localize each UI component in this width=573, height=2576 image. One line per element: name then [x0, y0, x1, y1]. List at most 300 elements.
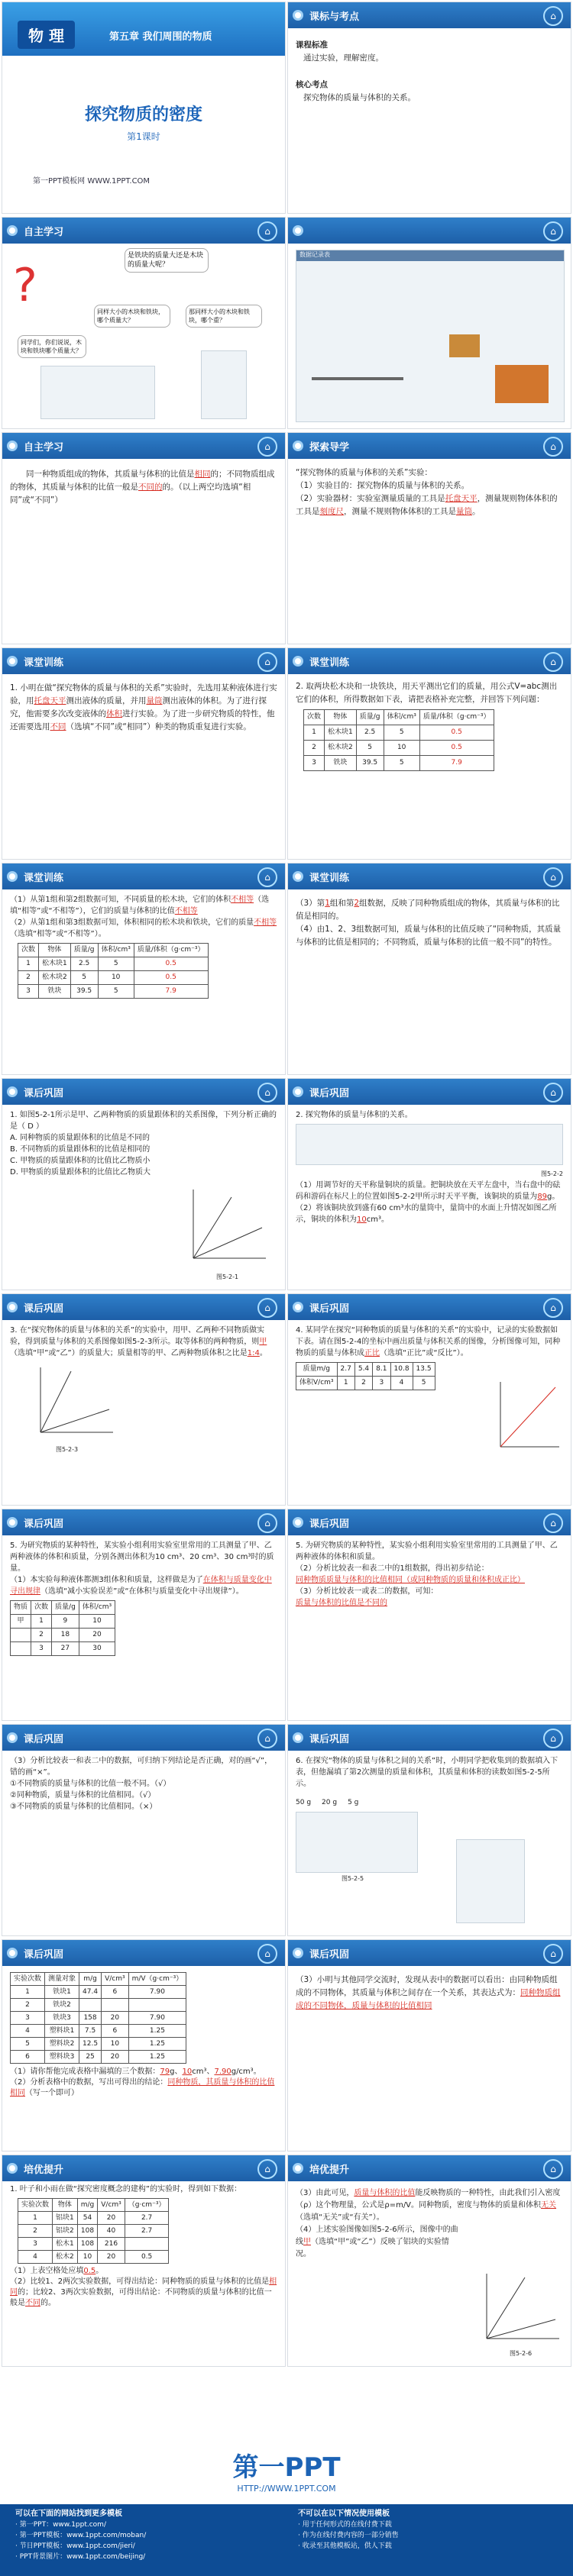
home-icon[interactable]: ⌂: [257, 221, 277, 241]
footer-item: · 作为在线付费内容的一部分销售: [298, 2532, 399, 2539]
text-line: （4）由1、2、3组数据可知，质量与体积的比值反映了“同种物质，其质量与体积的比值是相同的；不同物质，质量与体积的比值一般不同”的特性。: [296, 925, 562, 947]
footer-link[interactable]: · 第一PPT模板：www.1ppt.com/moban/: [15, 2532, 147, 2539]
text-part: 测出液体的质量，并用: [66, 696, 147, 705]
home-icon[interactable]: ⌂: [543, 867, 563, 887]
text-part: 测出液体的体积。为了进行探究，他需要多次改变液体的: [10, 696, 267, 718]
table-cell: 40: [98, 2225, 125, 2238]
header-bullet-icon: [293, 1086, 303, 1097]
text-part: （2）分析表格中的数据，写出可得出的结论：: [10, 2078, 168, 2087]
text-part: （3）第: [296, 899, 325, 908]
table-cell: 4: [18, 2251, 53, 2264]
answer: 2: [354, 899, 360, 908]
home-icon[interactable]: ⌂: [543, 437, 563, 457]
question-text: （3）分析比较表一和表二中的数据，可归纳下列结论是否正确，对的画“√”，错的画“×”。: [10, 1757, 273, 1777]
slide-header: 课后巩固: [309, 1088, 350, 1099]
text-part: （选填“正比”或“反比”）。: [380, 1349, 468, 1357]
table-row: [18, 957, 209, 971]
block-illustration: [449, 334, 480, 357]
table-cell: 12.5: [79, 2038, 102, 2051]
home-icon[interactable]: ⌂: [543, 1729, 563, 1748]
table-header: 物质: [11, 1601, 31, 1615]
table-row: [11, 2025, 186, 2038]
answer: 1: [325, 899, 330, 908]
table-cell: 1: [31, 1615, 52, 1629]
table-cell: 2: [354, 1377, 372, 1390]
weights-figure: [296, 1812, 418, 1873]
slide-consol-4: [287, 1293, 571, 1506]
text-part: 。: [259, 1349, 267, 1357]
text-line: “探究物体的质量与体积的关系”实验：: [296, 468, 432, 477]
table-cell: 20: [98, 2212, 125, 2225]
slide-consol-9: [2, 1939, 286, 2152]
table-cell: 1.25: [128, 2038, 186, 2051]
table-header: 质量/g: [52, 1601, 79, 1615]
table-cell: 20: [102, 2012, 129, 2025]
home-icon[interactable]: ⌂: [257, 2159, 277, 2179]
home-icon[interactable]: ⌂: [543, 1083, 563, 1102]
answer: 相同: [10, 2277, 277, 2297]
home-icon[interactable]: ⌂: [543, 6, 563, 26]
table-cell: 2.5: [70, 957, 98, 971]
table-cell: 质量m/g: [296, 1363, 338, 1377]
answer: 79: [160, 2068, 170, 2076]
selfstudy-text: [2, 459, 285, 512]
home-icon[interactable]: ⌂: [257, 1083, 277, 1102]
answer: 托盘天平: [445, 494, 478, 503]
table-cell: 30: [79, 1642, 115, 1656]
answer: 质量与体积的比值: [354, 2189, 416, 2197]
table-cell: 2: [18, 971, 39, 985]
text-part: （3）小明与其他同学交流时，发现从表中的数据可以看出：由同种物质组成的不同物体，其质量与体积之间存在一个关系，其表达式为：: [296, 1975, 558, 1997]
text-part: cm³。: [366, 1215, 389, 1224]
table-cell: 铁块3: [45, 2012, 79, 2025]
cartoon-scene: [2, 244, 285, 427]
home-icon[interactable]: ⌂: [543, 1513, 563, 1533]
slide-consol-6: [287, 1509, 571, 1721]
slide-consol-2: [287, 1078, 571, 1290]
table-cell: 铝块1: [53, 2212, 78, 2225]
weight-label: 50 g: [296, 1799, 312, 1806]
speech-bubble-3: 同样大小的木块和铁块，哪个质量大？: [94, 305, 170, 328]
text-part: ，测量规则物体体积的工具是: [296, 494, 558, 516]
footer-logo: 第一PPT: [232, 2452, 341, 2483]
table-cell: 0.5: [125, 2251, 169, 2264]
slide-header: 自主学习: [24, 227, 64, 238]
data-table: [303, 709, 494, 771]
weight-label: 5 g: [348, 1799, 359, 1806]
text-line: （3）分析比较表一或表二的数据，可知：: [296, 1587, 439, 1596]
text-part: 的。: [40, 2299, 56, 2307]
home-icon[interactable]: ⌂: [257, 1298, 277, 1318]
table-cell: 7.9: [419, 756, 494, 771]
table-cell: 158: [79, 2012, 102, 2025]
question-text: 2. 探究物体的质量与体积的关系。: [296, 1111, 413, 1119]
text-part: g、: [170, 2068, 183, 2076]
header-bullet-icon: [293, 871, 303, 882]
text-part: （写一个即可）: [25, 2089, 79, 2097]
speech-bubble-1: 是铁块的质量大还是木块的质量大呢？: [125, 248, 209, 273]
option: C. 甲物质的质量跟体积的比值比乙物质小: [10, 1157, 151, 1165]
table-header: 测量对象: [45, 1973, 79, 1986]
table-cell: 1: [304, 725, 325, 741]
core-text: 探究物体的质量与体积的关系。: [303, 93, 416, 102]
figure-caption: 图5-2-6: [510, 2350, 533, 2357]
table-cell: 5.4: [354, 1363, 372, 1377]
slide-guide: [287, 432, 571, 644]
table-cell: 0.5: [419, 741, 494, 756]
table-header: 次数: [304, 710, 325, 725]
slide-header: 培优提升: [24, 2164, 64, 2176]
site-label: 第一PPT模板网 WWW.1PPT.COM: [33, 177, 151, 186]
question-mark-icon: ?: [13, 259, 37, 312]
table-cell: 7.90: [128, 2012, 186, 2025]
header-bullet-icon: [7, 1086, 18, 1097]
table-cell: 25: [79, 2051, 102, 2064]
home-icon[interactable]: ⌂: [543, 1944, 563, 1964]
answer: 甲: [259, 1338, 267, 1346]
footer-link[interactable]: · 第一PPT：www.1ppt.com/: [15, 2521, 106, 2529]
answer: 量筒: [456, 507, 472, 516]
home-icon[interactable]: ⌂: [257, 1944, 277, 1964]
cover-title: 探究物质的密度: [84, 105, 202, 124]
text-part: 的。（以上两空均选填“相同”或“不同”）: [10, 483, 251, 505]
table-cell: 4: [11, 2025, 45, 2038]
answer: 量筒: [146, 696, 163, 705]
answer: 0.5: [83, 2267, 96, 2275]
header-bullet-icon: [7, 1732, 18, 1743]
table-header: m/V（g·cm⁻³）: [128, 1973, 186, 1986]
footer-left: [15, 2509, 275, 2562]
table-row: [11, 1986, 186, 1999]
home-icon[interactable]: ⌂: [257, 867, 277, 887]
slide-consol-10: [287, 1939, 571, 2152]
answer: 刻度尺: [319, 507, 344, 516]
text-part: 能反映物质的一种特性，由此我们引入密度（ρ）这个物理量，公式是ρ=m/V。同种物质，密度与物体的质量和体积: [296, 2189, 561, 2210]
slide-train-2: [287, 647, 571, 860]
answer: 正比: [364, 1349, 380, 1357]
text-part: （选填“相等”或“不相等”）。: [10, 930, 106, 938]
table-cell: 塑料块2: [45, 2038, 79, 2051]
table-cell: 5: [98, 985, 134, 999]
table-cell: 5: [384, 756, 419, 771]
text-part: （1）上表空格处应填: [10, 2267, 84, 2275]
table-row: [11, 2012, 186, 2025]
answer: 不相等: [231, 896, 254, 904]
speech-bubble-2: 同学们，你们说说，木块和铁块哪个质量大？: [18, 335, 86, 358]
answer: 同种物质质量与体积的比值相同（或同种物质的质量和体积成正比）: [296, 1576, 525, 1584]
teacher-illustration: [201, 350, 247, 419]
table-cell: 2: [18, 2225, 53, 2238]
home-icon[interactable]: ⌂: [543, 221, 563, 241]
answer: 89: [537, 1193, 548, 1201]
home-icon[interactable]: ⌂: [257, 1729, 277, 1748]
table-cell: 松木2: [53, 2251, 78, 2264]
table-header: 实验次数: [18, 2199, 53, 2212]
table-header: 实验次数: [11, 1973, 45, 1986]
box-illustration: [495, 365, 549, 403]
home-icon[interactable]: ⌂: [543, 2159, 563, 2179]
slide-header: 课标与考点: [309, 11, 360, 23]
table-header: m/g: [77, 2199, 98, 2212]
answer: 10: [182, 2068, 193, 2076]
table-header: V/cm³: [98, 2199, 125, 2212]
footer-right: [298, 2509, 558, 2552]
table-row: [18, 971, 209, 985]
header-bullet-icon: [7, 225, 18, 236]
table-cell: 铁块: [325, 756, 357, 771]
header-bullet-icon: [7, 656, 18, 667]
table-header: m/g: [79, 1973, 102, 1986]
home-icon[interactable]: ⌂: [257, 1513, 277, 1533]
footer-item: · 收录至其他模板站，供人下载: [298, 2542, 392, 2550]
table-cell: 9: [52, 1615, 79, 1629]
core-title: 核心考点: [296, 80, 328, 89]
table-header: （g·cm⁻³）: [125, 2199, 169, 2212]
table-cell: 0.5: [419, 725, 494, 741]
table-row: [304, 741, 494, 756]
table-header: 物体: [53, 2199, 78, 2212]
guide-text: [288, 459, 571, 523]
text-part: （1）用调节好的天平称量铜块的质量。把铜块放在天平左盘中，当右盘中的砝码和游码在标尺上的位置如图5-2-2甲所示时天平平衡，该铜块的质量为: [296, 1181, 561, 1201]
table-cell: 54: [77, 2212, 98, 2225]
text-part: （选填“减小实验误差”或“在体积与质量变化中寻出规律”）。: [40, 1587, 244, 1596]
table-cell: 2.7: [125, 2225, 169, 2238]
table-cell: 3: [31, 1642, 52, 1656]
table-cell: 5: [413, 1377, 435, 1390]
table-header: 质量/g: [356, 710, 384, 725]
table-cell: 5: [356, 741, 384, 756]
table-cell: 3: [18, 2238, 53, 2251]
slide-consol-7: [2, 1724, 286, 1936]
answer: 同种物质，其质量与体积的比值相同: [10, 2078, 275, 2097]
slide-header: 课后巩固: [24, 1303, 64, 1315]
footer-left-title: 可以在下面的网站找到更多模板: [15, 2510, 122, 2518]
data-table: [296, 1362, 435, 1390]
text-part: 的；不同物质组成的物体，其质量与体积的比值一般是: [10, 470, 275, 492]
text-part: （选填“不同”或“相同”）种类的物质重复进行实验。: [66, 722, 251, 731]
text-part: （3）由此可见，: [296, 2189, 354, 2197]
table-cell: 7.5: [79, 2025, 102, 2038]
slide-consol-8: [287, 1724, 571, 1936]
text-part: （2）实验器材：实验室测量质量的工具是: [296, 494, 445, 503]
table-cell: 1.25: [128, 2051, 186, 2064]
table-cell: 5: [70, 971, 98, 985]
text-part: 1. 小明在做“探究物体的质量与体积的关系”实验时，先选用某种液体进行实验，用: [10, 683, 277, 705]
data-table: [18, 943, 209, 999]
table-cell: 1.25: [128, 2025, 186, 2038]
slide-header: 课后巩固: [309, 1519, 350, 1530]
table-cell: 8.1: [373, 1363, 390, 1377]
slide-header: 课堂训练: [309, 873, 350, 884]
table-cell: 松木1: [53, 2238, 78, 2251]
table-header: 物体: [325, 710, 357, 725]
text-part: （选填“甲”或“乙”）反映了铝块的实验情况。: [296, 2238, 449, 2258]
footer-item: · 用于任何形式的在线付费下载: [298, 2521, 392, 2529]
table-cell: 6: [102, 2025, 129, 2038]
table-header: V/cm³: [102, 1973, 129, 1986]
answer-graph: [494, 1378, 563, 1454]
data-table: [18, 2198, 169, 2264]
table-cell: 10: [384, 741, 419, 756]
table-cell: 2.7: [125, 2212, 169, 2225]
answer: 7.90: [214, 2068, 231, 2076]
text-part: 同一种物质组成的物体，其质量与体积的比值是: [26, 470, 195, 479]
students-illustration: [40, 366, 155, 419]
table-cell: 3: [18, 985, 39, 999]
home-icon[interactable]: ⌂: [257, 437, 277, 457]
header-bullet-icon: [293, 1517, 303, 1528]
table-cell: [11, 1629, 31, 1642]
table-cell: 216: [98, 2238, 125, 2251]
table-cell: 体积V/cm³: [296, 1377, 338, 1390]
text-part: ，测量不规则物体体积的工具是: [344, 507, 456, 516]
table-cell: 108: [77, 2225, 98, 2238]
question-text: 1. 如图5-2-1所示是甲、乙两种物质的质量跟体积的关系图像，下列分析正确的是（ D ）: [10, 1111, 277, 1131]
slide-train-5: [2, 2155, 286, 2367]
table-cell: 39.5: [356, 756, 384, 771]
home-icon[interactable]: ⌂: [257, 652, 277, 672]
slide-train-4: [287, 863, 571, 1075]
table-row: [11, 1615, 115, 1629]
text-line: ①不同物质的质量与体积的比值一般不同。（√）: [10, 1780, 171, 1788]
text-part: 3. 在“探究物体的质量与体积的关系”的实验中，用甲、乙两种不同物质做实验，得到质量与体积的关系图像如图5-2-3所示。取等体积的两种物质，则: [10, 1326, 265, 1346]
figure-caption: 图5-2-1: [216, 1273, 239, 1280]
answer: 同种物质组成的不同物体，质量与体积的比值相同: [296, 1988, 561, 2010]
slide-header: 课堂训练: [24, 873, 64, 884]
table-cell: 铝块2: [53, 2225, 78, 2238]
table-cell: 20: [79, 1629, 115, 1642]
slide-selfstudy-1: [2, 217, 286, 429]
table-cell: 10: [98, 971, 134, 985]
table-cell: 6: [102, 1986, 129, 1999]
text-part: （选填“甲”或“乙”）的质量大；质量相等的甲、乙两种物质体积之比是: [10, 1349, 248, 1357]
slide-experiment: [287, 217, 571, 429]
text-part: 。: [472, 507, 481, 516]
slide-goals: [287, 2, 571, 214]
table-row: [18, 2251, 169, 2264]
question-text: 1. 叶子和小雨在做“探究密度概念的建构”的实验时，得到如下数据：: [10, 2185, 242, 2193]
footer-link[interactable]: · PPT背景图片：www.1ppt.com/beijing/: [15, 2553, 146, 2561]
table-cell: [11, 1642, 31, 1656]
slide-header: 课堂训练: [24, 657, 64, 669]
text-line: ③不同物质的质量与体积的比值相同。（×）: [10, 1803, 157, 1811]
table-row: [18, 2238, 169, 2251]
question-text: 2. 取两块松木块和一块铁块，用天平测出它们的质量，用公式V=abc测出它们的体积，所得数据如下表，请把表格补充完整，并回答下列问题：: [296, 682, 558, 704]
table-cell: 松木块1: [39, 957, 71, 971]
slide-header: 培优提升: [309, 2164, 350, 2176]
option: A. 同种物质的质量跟体积的比值是不同的: [10, 1134, 151, 1142]
option: D. 甲物质的质量跟体积的比值比乙物质大: [10, 1168, 151, 1177]
table-cell: 松木块1: [325, 725, 357, 741]
header-bullet-icon: [7, 1948, 18, 1958]
question-text: 5. 为研究物质的某种特性，某实验小组利用实验室里常用的工具测量了甲、乙两种液体的体积和质量，分别各测出体积为10 cm³、20 cm³、30 cm³时的质量。: [10, 1541, 274, 1573]
std-title: 课程标准: [296, 40, 328, 50]
text-part: （选填“无关”或“有关”）。: [296, 2213, 384, 2222]
weight-label: 20 g: [322, 1799, 338, 1806]
cylinder-figure: [456, 1839, 525, 1923]
slide-train-6: [287, 2155, 571, 2367]
answer: 1:4: [247, 1349, 260, 1357]
answer: 托盘天平: [34, 696, 66, 705]
table-cell: 39.5: [70, 985, 98, 999]
footer-url[interactable]: HTTP://WWW.1PPT.COM: [237, 2484, 336, 2494]
text-part: 的；比较2、3两次实验数据，可得出结论：不同物质的质量与体积的比值一般是: [10, 2288, 272, 2307]
table-cell: 18: [52, 1629, 79, 1642]
table-row: [304, 725, 494, 741]
answer: 不相等: [174, 907, 198, 915]
answer: 无关: [541, 2201, 557, 2210]
table-cell: 3: [304, 756, 325, 771]
table-cell: 7.90: [128, 1986, 186, 1999]
balance-figure: [296, 1124, 563, 1165]
answer: 10: [357, 1215, 367, 1224]
slide-header: 课后巩固: [309, 1734, 350, 1745]
table-cell: 松木块2: [325, 741, 357, 756]
table-cell: 47.4: [79, 1986, 102, 1999]
table-header: 质量/g: [70, 944, 98, 957]
slide-train-1: [2, 647, 286, 860]
table-cell: 20: [98, 2251, 125, 2264]
window-title: 数据记录表: [296, 250, 564, 261]
header-bullet-icon: [7, 441, 18, 451]
table-row: [296, 1363, 435, 1377]
table-row: [304, 756, 494, 771]
density-graph: [479, 2270, 563, 2346]
text-part: （1）从第1组和第2组数据可知，不同质量的松木块，它们的体积: [10, 896, 231, 904]
header-bullet-icon: [293, 1732, 303, 1743]
text-part: g/cm³。: [231, 2068, 261, 2076]
text-part: （2）将该铜块放到盛有60 cm³水的量筒中，量筒中的水面上升情况如图乙所示，铜块的体积为: [296, 1204, 557, 1224]
table-cell: 铁块: [39, 985, 71, 999]
text-part: 组数据，反映了同种物质组成的物体，其质量与体积的比值是相同的。: [296, 899, 560, 921]
table-cell: 1: [18, 957, 39, 971]
table-header: 体积/cm³: [384, 710, 419, 725]
table-header: 质量/体积（g·cm⁻³）: [134, 944, 208, 957]
home-icon[interactable]: ⌂: [543, 652, 563, 672]
slide-cover: [2, 2, 286, 214]
header-bullet-icon: [7, 1302, 18, 1312]
table-row: [18, 985, 209, 999]
table-cell: 铁块2: [45, 1999, 79, 2012]
slide-header: 课后巩固: [24, 1949, 64, 1961]
table-cell: 0.5: [134, 957, 208, 971]
table-row: [18, 2225, 169, 2238]
home-icon[interactable]: ⌂: [543, 1298, 563, 1318]
table-cell: [102, 1999, 129, 2012]
figure-caption: 图5-2-3: [56, 1446, 79, 1453]
text-part: （2）从第1组和第3组数据可知，体积相同的松木块和铁块，它们的质量: [10, 918, 254, 927]
table-row: [11, 1999, 186, 2012]
footer-link[interactable]: · 节日PPT模板：www.1ppt.com/jieri/: [15, 2542, 135, 2550]
table-row: [11, 2038, 186, 2051]
table-header: 体积/cm³: [98, 944, 134, 957]
footer-banner: [0, 2439, 573, 2576]
table-row: [296, 1377, 435, 1390]
text-line: （1）实验目的：探究物体的质量与体积的关系。: [296, 481, 470, 490]
table-cell: 3: [373, 1377, 390, 1390]
figure-caption: 图5-2-2: [540, 1170, 563, 1177]
data-table: [10, 1600, 115, 1656]
answer: 质量与体积的比值是不同的: [296, 1599, 387, 1607]
table-cell: 20: [102, 2051, 129, 2064]
std-text: 通过实验，理解密度。: [303, 53, 384, 63]
slide-consol-3: [2, 1293, 286, 1506]
slide-selfstudy-2: [2, 432, 286, 644]
table-cell: 4: [390, 1377, 413, 1390]
header-bullet-icon: [7, 871, 18, 882]
table-cell: 10.8: [390, 1363, 413, 1377]
table-header: 物体: [39, 944, 71, 957]
